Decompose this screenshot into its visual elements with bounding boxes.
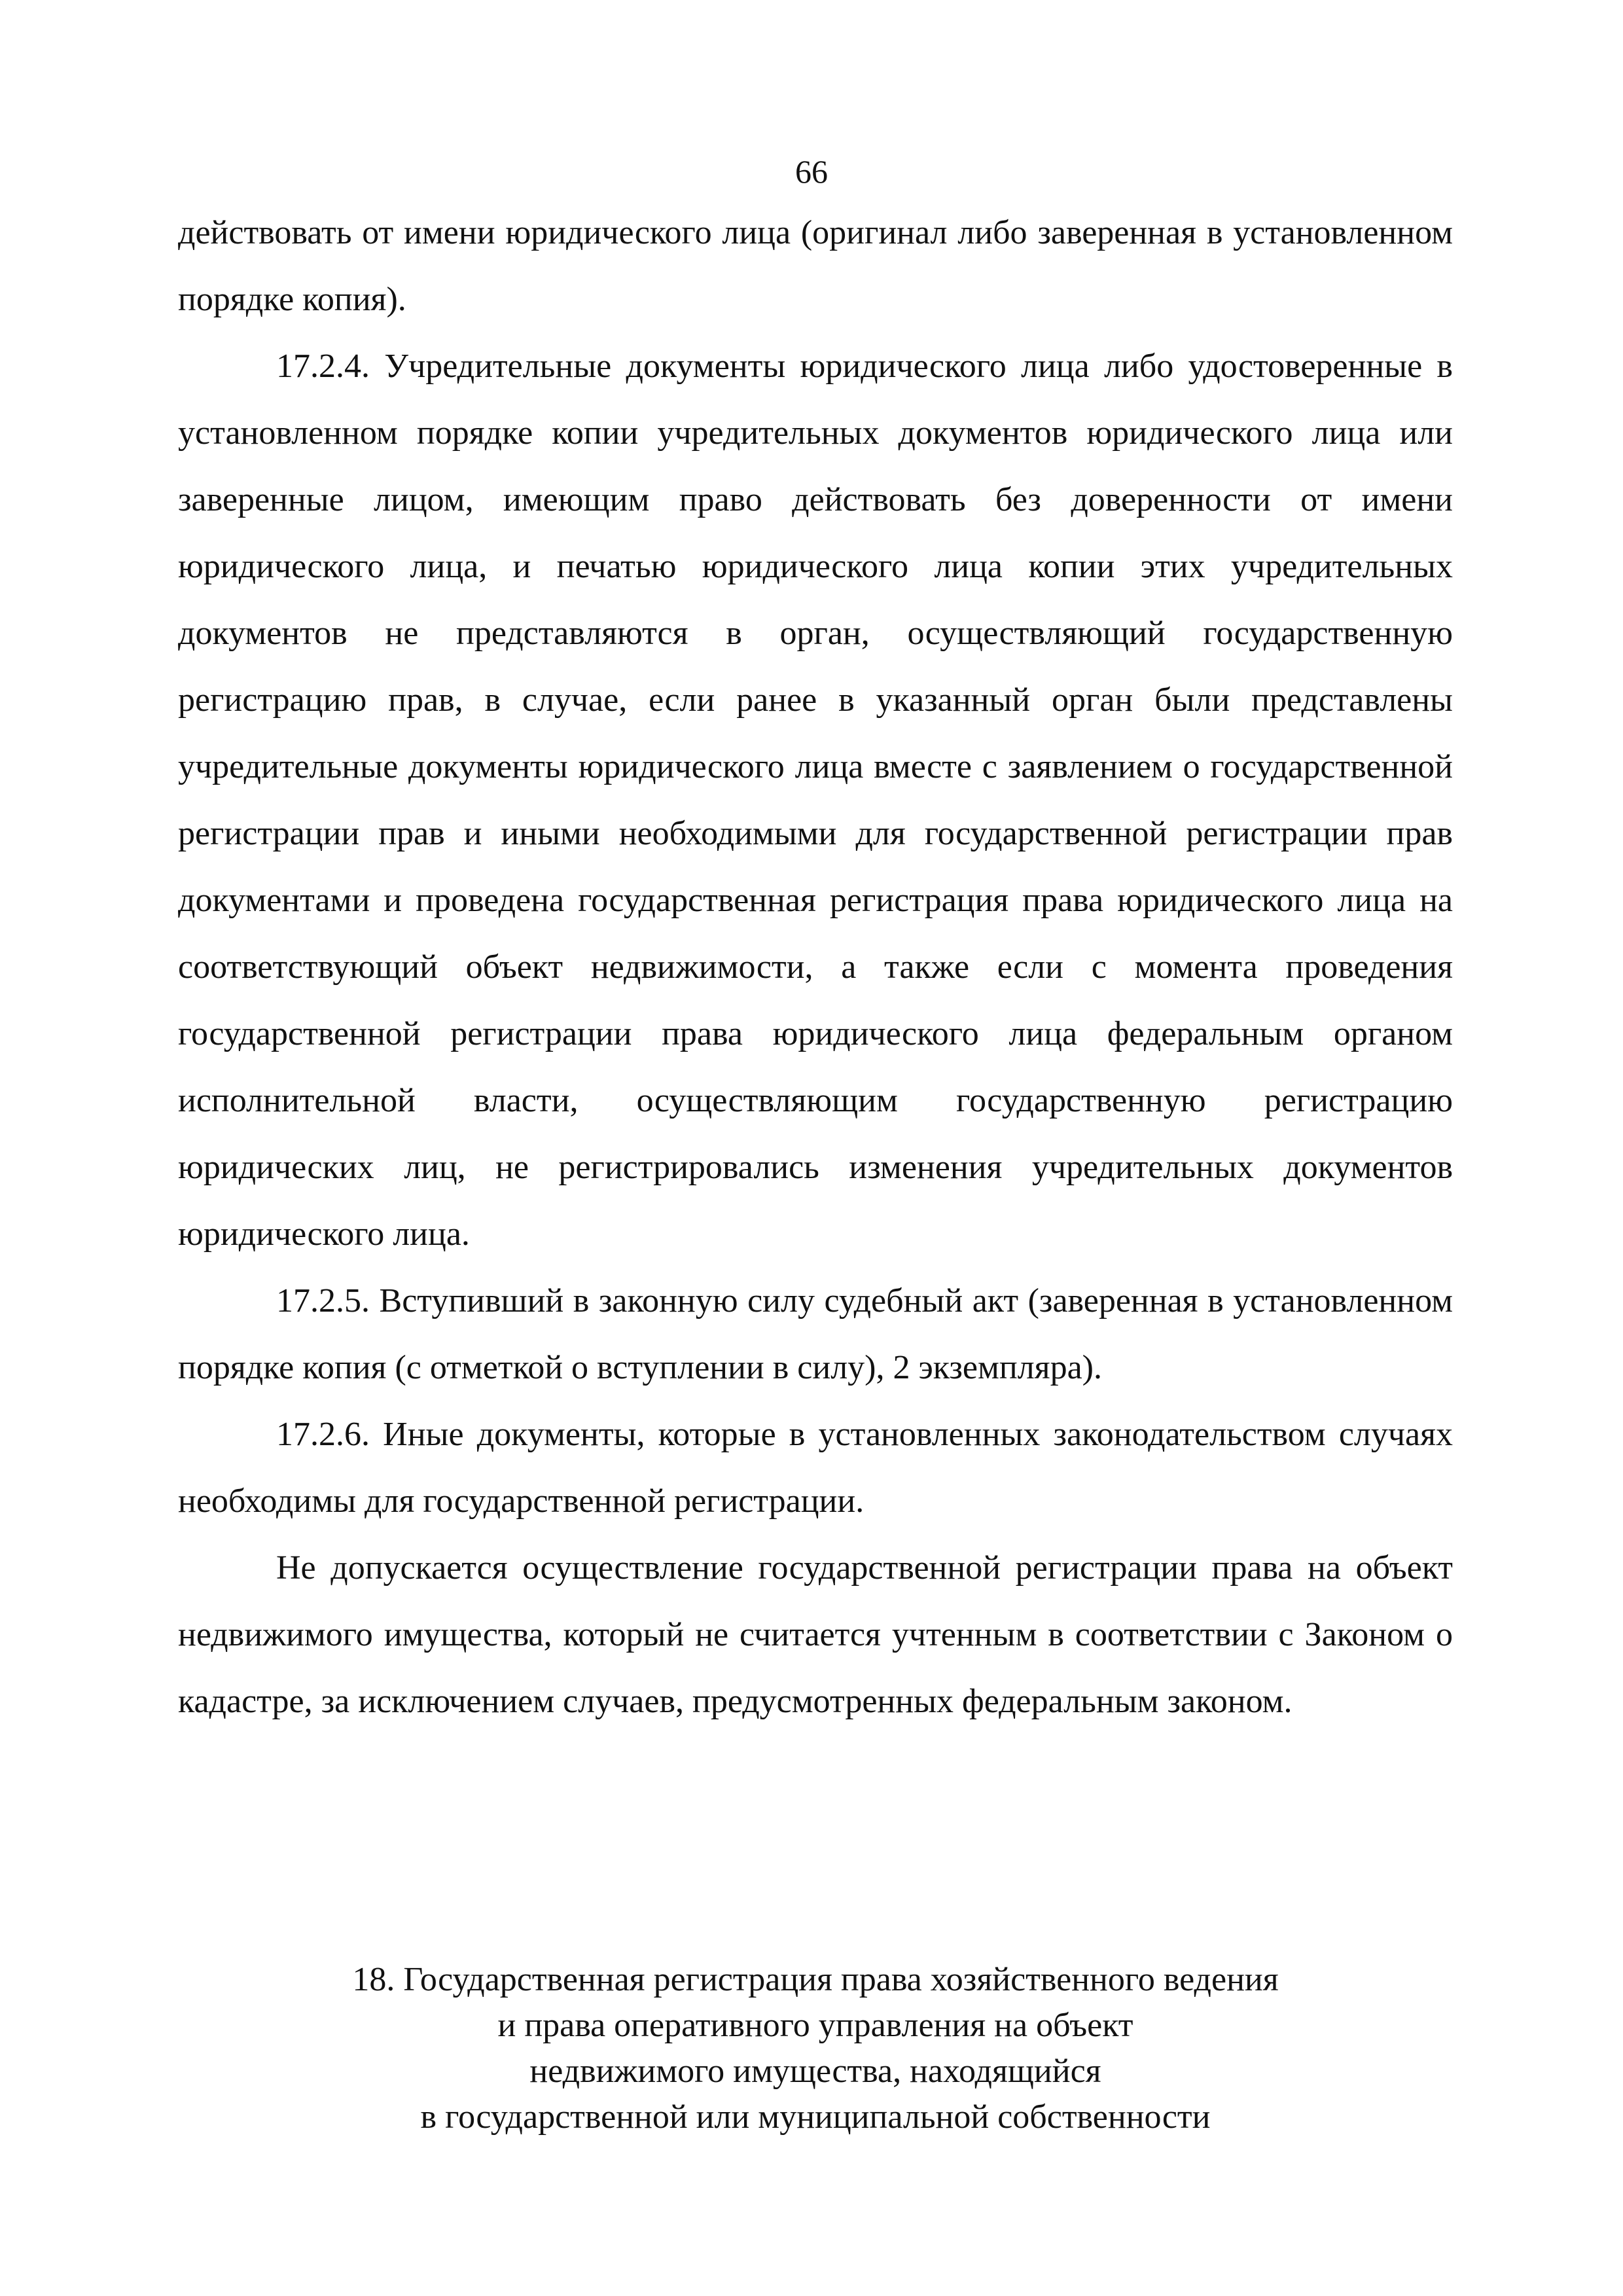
paragraph-continuation: действовать от имени юридического лица (оригинал либо заверенная в установленном порядке копия).: [178, 214, 1453, 318]
page-number: 66: [795, 153, 828, 190]
section-heading-line: и права оперативного управления на объект: [497, 2007, 1133, 2044]
paragraph-17-2-6: 17.2.6. Иные документы, которые в установленных законодательством случаях необходимы для государственной регистрации.: [178, 1416, 1453, 1520]
section-heading-line: в государственной или муниципальной собственности: [420, 2098, 1211, 2136]
body-text: [178, 200, 1453, 1735]
section-heading-line: недвижимого имущества, находящийся: [529, 2053, 1101, 2090]
section-heading-line: 18. Государственная регистрация права хозяйственного ведения: [352, 1961, 1279, 1998]
paragraph-17-2-5: 17.2.5. Вступивший в законную силу судебный акт (заверенная в установленном порядке копия (с отметкой о вступлении в силу), 2 экземпляра).: [178, 1282, 1453, 1386]
paragraph-17-2-4: 17.2.4. Учредительные документы юридического лица либо удостоверенные в установленном порядке копии учредительных документов юридического лица или заверенные лицом, имеющим право действовать без доверенности от имени юридического лица, и печатью юридического лица копии этих учредительных документов не представляются в орган, осуществляющий государственную регистрацию прав, в случае, если ранее в указанный орган были представлены учредительные документы юридического лица вместе с заявлением о государственной регистрации прав и иными необходимыми для государственной регистрации прав документами и проведена государственная регистрация права юридического лица на соответствующий объект недвижимости, а также если с момента проведения государственной регистрации права юридического лица федеральным органом исполнительной власти, осуществляющим государственную регистрацию юридических лиц, не регистрировались изменения учредительных документов юридического лица.: [178, 348, 1453, 1253]
paragraph-restriction: Не допускается осуществление государственной регистрации права на объект недвижимого имущества, который не считается учтенным в соответствии с Законом о кадастре, за исключением случаев, предусмотренных федеральным законом.: [178, 1549, 1453, 1720]
section-heading: [178, 1957, 1453, 2140]
